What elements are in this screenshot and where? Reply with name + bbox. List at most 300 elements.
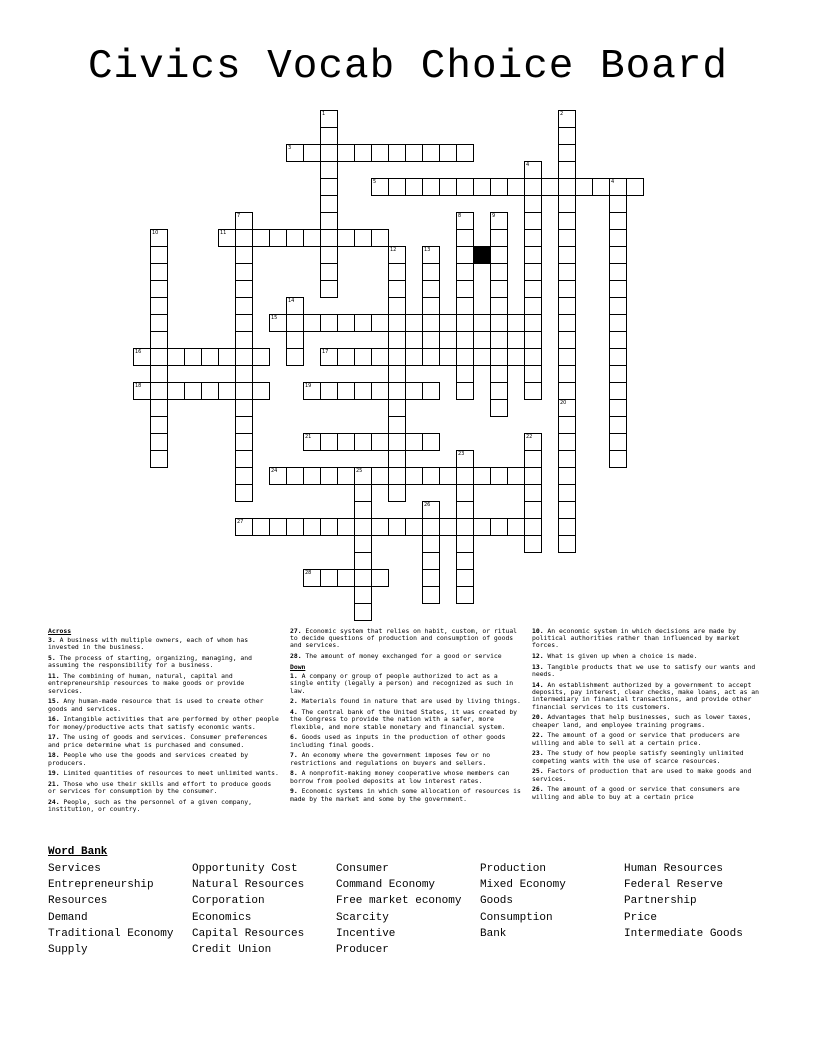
- clue-item-number: 10.: [532, 627, 544, 635]
- crossword-cell[interactable]: [558, 246, 576, 264]
- crossword-cell[interactable]: [422, 297, 440, 315]
- crossword-cell[interactable]: [201, 348, 219, 366]
- crossword-cell[interactable]: [456, 263, 474, 281]
- crossword-cell[interactable]: [235, 246, 253, 264]
- crossword-cell[interactable]: [388, 433, 406, 451]
- crossword-cell[interactable]: [235, 416, 253, 434]
- crossword-cell[interactable]: [150, 246, 168, 264]
- crossword-cell[interactable]: [524, 246, 542, 264]
- crossword-cell[interactable]: [422, 569, 440, 587]
- crossword-cell[interactable]: [422, 518, 440, 536]
- crossword-cell[interactable]: [286, 297, 304, 315]
- crossword-cell[interactable]: [456, 501, 474, 519]
- crossword-cell[interactable]: [252, 229, 270, 247]
- crossword-cell[interactable]: [337, 518, 355, 536]
- crossword-cell[interactable]: [388, 484, 406, 502]
- crossword-cell[interactable]: [371, 467, 389, 485]
- clue-item-text: The amount of a good or service that consumers are willing and able to buy at a certain price: [532, 785, 740, 801]
- crossword-cell[interactable]: [405, 314, 423, 332]
- crossword-cell[interactable]: [558, 382, 576, 400]
- crossword-cell[interactable]: [456, 450, 474, 468]
- crossword-cell[interactable]: [490, 280, 508, 298]
- crossword-cell[interactable]: [388, 297, 406, 315]
- word-bank-word: Credit Union: [192, 944, 272, 957]
- crossword-cell[interactable]: [490, 246, 508, 264]
- crossword-cell[interactable]: [235, 348, 253, 366]
- crossword-cell[interactable]: [422, 178, 440, 196]
- crossword-cell[interactable]: [269, 314, 287, 332]
- crossword-cell[interactable]: [150, 450, 168, 468]
- crossword-cell[interactable]: [354, 569, 372, 587]
- crossword-cell[interactable]: [456, 212, 474, 230]
- crossword-cell[interactable]: [524, 484, 542, 502]
- crossword-cell[interactable]: [422, 348, 440, 366]
- crossword-cell[interactable]: [524, 161, 542, 179]
- crossword-cell[interactable]: [286, 331, 304, 349]
- crossword-cell[interactable]: [235, 484, 253, 502]
- crossword-cell[interactable]: [422, 382, 440, 400]
- crossword-cell[interactable]: [405, 433, 423, 451]
- crossword-cell[interactable]: [456, 314, 474, 332]
- crossword-cell[interactable]: [473, 178, 491, 196]
- clue-column-3: [532, 628, 764, 804]
- crossword-cell[interactable]: [235, 433, 253, 451]
- crossword-cell[interactable]: [354, 382, 372, 400]
- crossword-cell[interactable]: [490, 365, 508, 383]
- crossword-cell[interactable]: [218, 348, 236, 366]
- crossword-cell[interactable]: [558, 212, 576, 230]
- crossword-cell[interactable]: [320, 382, 338, 400]
- crossword-cell[interactable]: [439, 348, 457, 366]
- crossword-cell[interactable]: [456, 586, 474, 604]
- crossword-cell[interactable]: [524, 263, 542, 281]
- crossword-cell[interactable]: [558, 280, 576, 298]
- crossword-cell[interactable]: [490, 382, 508, 400]
- crossword-cell[interactable]: [252, 382, 270, 400]
- crossword-cell[interactable]: [388, 348, 406, 366]
- crossword-cell[interactable]: [235, 314, 253, 332]
- crossword-cell[interactable]: [388, 246, 406, 264]
- crossword-cell[interactable]: [320, 229, 338, 247]
- crossword-cell[interactable]: [558, 365, 576, 383]
- crossword-cell[interactable]: [150, 263, 168, 281]
- crossword-cell[interactable]: [133, 382, 151, 400]
- crossword-cell[interactable]: [558, 314, 576, 332]
- crossword-cell[interactable]: [405, 382, 423, 400]
- crossword-cell[interactable]: [235, 382, 253, 400]
- clue-number: 25: [356, 468, 363, 474]
- crossword-cell[interactable]: [337, 229, 355, 247]
- crossword-cell[interactable]: [184, 382, 202, 400]
- crossword-cell[interactable]: [609, 263, 627, 281]
- crossword-cell[interactable]: [320, 314, 338, 332]
- clue-item-number: 12.: [532, 652, 544, 661]
- crossword-cell[interactable]: [422, 246, 440, 264]
- crossword-cell[interactable]: [558, 484, 576, 502]
- crossword-cell[interactable]: [558, 161, 576, 179]
- crossword-cell[interactable]: [388, 365, 406, 383]
- crossword-cell[interactable]: [558, 501, 576, 519]
- crossword-cell[interactable]: [150, 229, 168, 247]
- crossword-cell[interactable]: [388, 178, 406, 196]
- crossword-cell[interactable]: [558, 416, 576, 434]
- crossword-cell[interactable]: [354, 552, 372, 570]
- crossword-cell[interactable]: [456, 178, 474, 196]
- crossword-cell[interactable]: [235, 365, 253, 383]
- crossword-cell[interactable]: [167, 382, 185, 400]
- crossword-cell[interactable]: [286, 229, 304, 247]
- crossword-cell[interactable]: [456, 246, 474, 264]
- crossword-cell[interactable]: [558, 399, 576, 417]
- crossword-cell[interactable]: [320, 348, 338, 366]
- crossword-cell[interactable]: [524, 467, 542, 485]
- crossword-cell[interactable]: [609, 314, 627, 332]
- crossword-cell[interactable]: [507, 518, 525, 536]
- crossword-cell[interactable]: [456, 365, 474, 383]
- crossword-cell[interactable]: [456, 518, 474, 536]
- crossword-cell[interactable]: [388, 280, 406, 298]
- crossword-cell[interactable]: [609, 280, 627, 298]
- clue-item-text: People, such as the personnel of a given company, institution, or country.: [48, 798, 252, 814]
- crossword-cell[interactable]: [354, 586, 372, 604]
- crossword-cell[interactable]: [354, 433, 372, 451]
- clue-item-text: Any human-made resource that is used to create other goods and services.: [48, 697, 264, 713]
- crossword-cell[interactable]: [558, 518, 576, 536]
- crossword-cell[interactable]: [150, 297, 168, 315]
- crossword-cell[interactable]: [320, 110, 338, 128]
- crossword-cell[interactable]: [235, 229, 253, 247]
- crossword-cell[interactable]: [609, 178, 627, 196]
- crossword-cell[interactable]: [456, 552, 474, 570]
- crossword-cell[interactable]: [388, 331, 406, 349]
- crossword-cell[interactable]: [269, 467, 287, 485]
- crossword-cell[interactable]: [337, 569, 355, 587]
- crossword-cell[interactable]: [626, 178, 644, 196]
- crossword-cell[interactable]: [150, 365, 168, 383]
- crossword-cell[interactable]: [507, 348, 525, 366]
- crossword-cell[interactable]: [473, 348, 491, 366]
- crossword-cell[interactable]: [388, 416, 406, 434]
- crossword-cell[interactable]: [558, 110, 576, 128]
- crossword-cell[interactable]: [439, 518, 457, 536]
- crossword-cell[interactable]: [150, 399, 168, 417]
- crossword-cell[interactable]: [235, 399, 253, 417]
- crossword-cell[interactable]: [456, 144, 474, 162]
- crossword-cell[interactable]: [422, 314, 440, 332]
- crossword-cell[interactable]: [524, 348, 542, 366]
- page-title: Civics Vocab Choice Board: [87, 44, 729, 90]
- crossword-cell[interactable]: [150, 280, 168, 298]
- crossword-cell[interactable]: [337, 467, 355, 485]
- crossword-cell[interactable]: [218, 382, 236, 400]
- crossword-cell[interactable]: [609, 297, 627, 315]
- crossword-cell[interactable]: [269, 518, 287, 536]
- crossword-cell[interactable]: [388, 399, 406, 417]
- crossword-cell[interactable]: [507, 178, 525, 196]
- crossword-cell[interactable]: [473, 314, 491, 332]
- crossword-cell[interactable]: [609, 450, 627, 468]
- crossword-cell[interactable]: [354, 144, 372, 162]
- crossword-cell[interactable]: [286, 314, 304, 332]
- crossword-cell[interactable]: [490, 467, 508, 485]
- crossword-cell[interactable]: [592, 178, 610, 196]
- crossword-cell[interactable]: [609, 382, 627, 400]
- crossword-cell[interactable]: [558, 467, 576, 485]
- clue-item-text: The central bank of the United States, it was created by the Congress to provide the nation with a safer, more flexible, and more stable monetary and financial system.: [290, 708, 518, 731]
- crossword-cell[interactable]: [609, 331, 627, 349]
- crossword-cell[interactable]: [337, 314, 355, 332]
- crossword-cell[interactable]: [609, 246, 627, 264]
- crossword-cell[interactable]: [320, 178, 338, 196]
- crossword-cell[interactable]: [439, 178, 457, 196]
- crossword-cell[interactable]: [286, 467, 304, 485]
- crossword-cell[interactable]: [371, 433, 389, 451]
- crossword-cell[interactable]: [473, 518, 491, 536]
- crossword-cell[interactable]: [286, 348, 304, 366]
- crossword-cell[interactable]: [558, 450, 576, 468]
- crossword-cell[interactable]: [201, 382, 219, 400]
- crossword-cell[interactable]: [422, 433, 440, 451]
- crossword-cell[interactable]: [490, 348, 508, 366]
- crossword-cell[interactable]: [490, 297, 508, 315]
- crossword-cell[interactable]: [422, 331, 440, 349]
- crossword-cell[interactable]: [354, 348, 372, 366]
- crossword-cell[interactable]: [354, 229, 372, 247]
- crossword-cell[interactable]: [320, 195, 338, 213]
- clue-item-number: 24.: [48, 798, 60, 807]
- crossword-cell[interactable]: [235, 212, 253, 230]
- crossword-cell[interactable]: [235, 280, 253, 298]
- crossword-cell[interactable]: [490, 331, 508, 349]
- crossword-cell[interactable]: [456, 348, 474, 366]
- crossword-cell[interactable]: [524, 178, 542, 196]
- crossword-cell[interactable]: [558, 178, 576, 196]
- crossword-cell[interactable]: [507, 467, 525, 485]
- clue-item: [290, 673, 522, 695]
- crossword-cell[interactable]: [371, 144, 389, 162]
- crossword-cell[interactable]: [371, 348, 389, 366]
- crossword-cell[interactable]: [609, 433, 627, 451]
- crossword-cell[interactable]: [558, 433, 576, 451]
- crossword-cell[interactable]: [558, 331, 576, 349]
- crossword-cell[interactable]: [558, 195, 576, 213]
- crossword-cell[interactable]: [405, 348, 423, 366]
- crossword-cell[interactable]: [354, 535, 372, 553]
- crossword-cell[interactable]: [354, 467, 372, 485]
- crossword-cell[interactable]: [439, 467, 457, 485]
- crossword-cell[interactable]: [303, 382, 321, 400]
- crossword-cell[interactable]: [371, 178, 389, 196]
- crossword-cell[interactable]: [507, 314, 525, 332]
- crossword-cell[interactable]: [405, 178, 423, 196]
- crossword-cell[interactable]: [337, 348, 355, 366]
- crossword-cell[interactable]: [609, 348, 627, 366]
- crossword-cell[interactable]: [456, 280, 474, 298]
- crossword-cell[interactable]: [439, 314, 457, 332]
- crossword-cell[interactable]: [252, 348, 270, 366]
- crossword-cell[interactable]: [609, 212, 627, 230]
- crossword-cell[interactable]: [286, 518, 304, 536]
- crossword-cell[interactable]: [405, 467, 423, 485]
- crossword-cell[interactable]: [422, 501, 440, 519]
- crossword-cell[interactable]: [235, 263, 253, 281]
- crossword-cell[interactable]: [558, 348, 576, 366]
- crossword-cell[interactable]: [524, 365, 542, 383]
- crossword-cell[interactable]: [524, 382, 542, 400]
- crossword-cell[interactable]: [184, 348, 202, 366]
- crossword-cell[interactable]: [371, 229, 389, 247]
- crossword-cell[interactable]: [150, 331, 168, 349]
- crossword-cell[interactable]: [609, 416, 627, 434]
- crossword-cell[interactable]: [456, 229, 474, 247]
- crossword-cell[interactable]: [422, 552, 440, 570]
- crossword-cell[interactable]: [422, 144, 440, 162]
- clue-number: 17: [322, 349, 329, 355]
- crossword-cell[interactable]: [490, 229, 508, 247]
- crossword-cell[interactable]: [388, 314, 406, 332]
- crossword-cell[interactable]: [490, 212, 508, 230]
- crossword-cell[interactable]: [320, 212, 338, 230]
- crossword-cell[interactable]: [524, 195, 542, 213]
- crossword-cell[interactable]: [456, 484, 474, 502]
- crossword-cell[interactable]: [558, 297, 576, 315]
- crossword-cell[interactable]: [320, 433, 338, 451]
- crossword-cell[interactable]: [473, 467, 491, 485]
- crossword-cell[interactable]: [303, 144, 321, 162]
- crossword-cell[interactable]: [439, 144, 457, 162]
- crossword-cell[interactable]: [150, 416, 168, 434]
- crossword-cell[interactable]: [456, 382, 474, 400]
- crossword-cell[interactable]: [388, 467, 406, 485]
- crossword-cell[interactable]: [558, 144, 576, 162]
- crossword-cell[interactable]: [524, 297, 542, 315]
- crossword-cell[interactable]: [235, 331, 253, 349]
- crossword-cell[interactable]: [252, 518, 270, 536]
- crossword-cell[interactable]: [337, 144, 355, 162]
- crossword-cell[interactable]: [524, 433, 542, 451]
- crossword-cell[interactable]: [286, 144, 304, 162]
- crossword-cell[interactable]: [218, 229, 236, 247]
- crossword-cell[interactable]: [388, 144, 406, 162]
- word-bank-word: Natural Resources: [192, 879, 305, 892]
- crossword-cell[interactable]: [320, 518, 338, 536]
- crossword-cell[interactable]: [524, 501, 542, 519]
- crossword-cell[interactable]: [269, 229, 287, 247]
- clue-item-number: 1.: [290, 672, 298, 681]
- crossword-cell[interactable]: [354, 314, 372, 332]
- crossword-cell[interactable]: [371, 518, 389, 536]
- crossword-cell[interactable]: [150, 348, 168, 366]
- crossword-cell[interactable]: [524, 229, 542, 247]
- crossword-cell[interactable]: [150, 314, 168, 332]
- crossword-cell[interactable]: [558, 535, 576, 553]
- crossword-cell[interactable]: [524, 450, 542, 468]
- crossword-cell[interactable]: [524, 280, 542, 298]
- crossword-cell[interactable]: [388, 263, 406, 281]
- crossword-cell[interactable]: [456, 331, 474, 349]
- crossword-cell[interactable]: [320, 144, 338, 162]
- crossword-cell[interactable]: [524, 518, 542, 536]
- crossword-cell[interactable]: [422, 586, 440, 604]
- crossword-cell[interactable]: [354, 501, 372, 519]
- crossword-cell[interactable]: [337, 382, 355, 400]
- crossword-cell[interactable]: [167, 348, 185, 366]
- crossword-cell[interactable]: [354, 484, 372, 502]
- crossword-cell[interactable]: [422, 263, 440, 281]
- crossword-cell[interactable]: [320, 569, 338, 587]
- crossword-cell[interactable]: [456, 569, 474, 587]
- crossword-cell[interactable]: [490, 263, 508, 281]
- crossword-cell[interactable]: [422, 280, 440, 298]
- crossword-cell[interactable]: [609, 229, 627, 247]
- crossword-cell[interactable]: [490, 178, 508, 196]
- crossword-cell[interactable]: [303, 433, 321, 451]
- crossword-cell[interactable]: [388, 382, 406, 400]
- crossword-cell[interactable]: [524, 535, 542, 553]
- crossword-cell[interactable]: [558, 263, 576, 281]
- crossword-cell[interactable]: [371, 569, 389, 587]
- crossword-cell[interactable]: [303, 314, 321, 332]
- crossword-cell[interactable]: [456, 535, 474, 553]
- crossword-cell[interactable]: [235, 467, 253, 485]
- crossword-cell[interactable]: [422, 467, 440, 485]
- crossword-cell[interactable]: [490, 399, 508, 417]
- crossword-cell[interactable]: [235, 297, 253, 315]
- crossword-cell[interactable]: [303, 518, 321, 536]
- crossword-cell[interactable]: [524, 314, 542, 332]
- crossword-cell[interactable]: [609, 365, 627, 383]
- crossword-cell[interactable]: [371, 382, 389, 400]
- crossword-cell[interactable]: [456, 467, 474, 485]
- crossword-cell[interactable]: [320, 467, 338, 485]
- crossword-cell[interactable]: [354, 603, 372, 621]
- crossword-cell[interactable]: [303, 467, 321, 485]
- crossword-cell[interactable]: [303, 229, 321, 247]
- crossword-cell[interactable]: [609, 399, 627, 417]
- crossword-cell[interactable]: [371, 314, 389, 332]
- crossword-cell[interactable]: [558, 127, 576, 145]
- crossword-cell[interactable]: [150, 382, 168, 400]
- crossword-cell[interactable]: [354, 518, 372, 536]
- crossword-cell[interactable]: [388, 450, 406, 468]
- crossword-cell[interactable]: [490, 518, 508, 536]
- crossword-cell[interactable]: [575, 178, 593, 196]
- crossword-cell[interactable]: [150, 433, 168, 451]
- crossword-cell[interactable]: [609, 195, 627, 213]
- crossword-cell[interactable]: [133, 348, 151, 366]
- crossword-cell[interactable]: [405, 518, 423, 536]
- crossword-cell[interactable]: [388, 518, 406, 536]
- crossword-cell[interactable]: [456, 297, 474, 315]
- crossword-cell[interactable]: [320, 280, 338, 298]
- crossword-cell[interactable]: [235, 518, 253, 536]
- clue-number: 14: [288, 298, 295, 304]
- crossword-cell[interactable]: [303, 569, 321, 587]
- crossword-cell[interactable]: [320, 161, 338, 179]
- crossword-cell[interactable]: [320, 246, 338, 264]
- crossword-cell[interactable]: [235, 450, 253, 468]
- crossword-cell[interactable]: [405, 144, 423, 162]
- crossword-cell[interactable]: [422, 535, 440, 553]
- crossword-cell[interactable]: [524, 212, 542, 230]
- crossword-cell[interactable]: [490, 314, 508, 332]
- crossword-cell[interactable]: [524, 331, 542, 349]
- crossword-cell[interactable]: [320, 263, 338, 281]
- crossword-cell[interactable]: [320, 127, 338, 145]
- crossword-cell[interactable]: [541, 178, 559, 196]
- crossword-cell[interactable]: [337, 433, 355, 451]
- crossword-cell[interactable]: [558, 229, 576, 247]
